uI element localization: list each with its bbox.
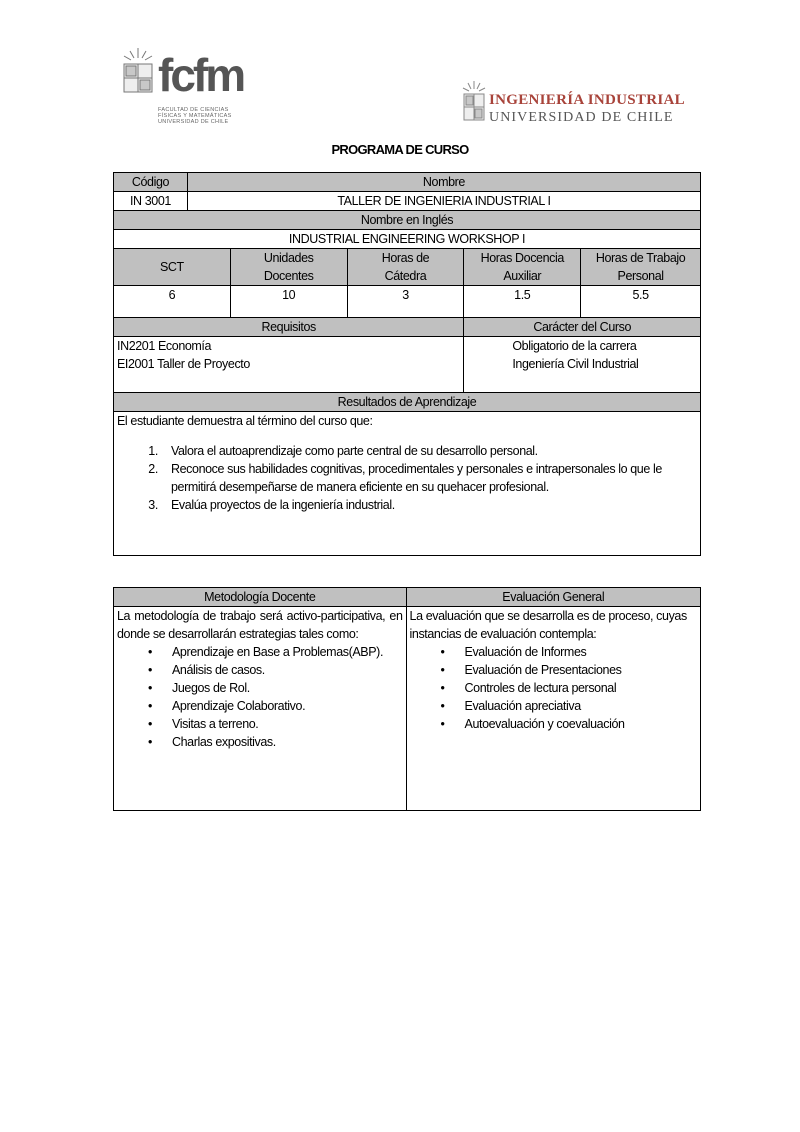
university-seal-icon (461, 80, 487, 126)
character-cell (464, 337, 701, 393)
methodology-item: • Juegos de Rol. (172, 679, 403, 697)
evaluation-item: • Evaluación de Informes (465, 643, 697, 661)
result-item: 3. Evalúa proyectos de la ingeniería industrial. (161, 496, 697, 514)
course-table (113, 172, 701, 556)
requisite-item: IN2201 Economía (117, 339, 212, 353)
page-title: PROGRAMA DE CURSO (331, 142, 469, 157)
methodology-item: • Análisis de casos. (172, 661, 403, 679)
requisites-label: Requisitos (114, 318, 464, 337)
lecture-hours-header: Horas de Cátedra (347, 249, 464, 286)
fcfm-subtext: FACULTAD DE CIENCIAS FÍSICAS Y MATEMÁTICAS UNIVERSIDAD DE CHILE (158, 107, 232, 125)
results-list (117, 442, 697, 514)
university-seal-icon (120, 46, 156, 98)
methodology-list (117, 643, 403, 751)
methodology-cell (114, 607, 407, 811)
evaluation-cell (406, 607, 700, 811)
evaluation-item: • Evaluación apreciativa (465, 697, 697, 715)
evaluation-label: Evaluación General (406, 588, 700, 607)
english-name-label: Nombre en Inglés (114, 211, 701, 230)
methodology-item: • Visitas a terreno. (172, 715, 403, 733)
result-item: 1. Valora el autoaprendizaje como parte central de su desarrollo personal. (161, 442, 697, 460)
evaluation-item: • Evaluación de Presentaciones (465, 661, 697, 679)
course-code: IN 3001 (114, 192, 188, 211)
name-label: Nombre (187, 173, 700, 192)
evaluation-list (410, 643, 697, 733)
sct-value: 6 (114, 286, 231, 318)
methodology-label: Metodología Docente (114, 588, 407, 607)
code-label: Código (114, 173, 188, 192)
sct-header: SCT (114, 249, 231, 286)
lecture-hours-value: 3 (347, 286, 464, 318)
character-item: Obligatorio de la carrera (512, 339, 637, 353)
methodology-item: • Charlas expositivas. (172, 733, 403, 751)
personal-work-value: 5.5 (581, 286, 701, 318)
evaluation-item: • Controles de lectura personal (465, 679, 697, 697)
methodology-table (113, 587, 701, 811)
industrial-engineering-logo (461, 80, 685, 130)
english-name: INDUSTRIAL ENGINEERING WORKSHOP I (114, 230, 701, 249)
auxiliary-hours-header: Horas Docencia Auxiliar (464, 249, 581, 286)
personal-work-header: Horas de Trabajo Personal (581, 249, 701, 286)
evaluation-intro: La evaluación que se desarrolla es de proceso, cuyas instancias de evaluación contempla: (409, 609, 687, 641)
auxiliary-hours-value: 1.5 (464, 286, 581, 318)
evaluation-item: • Autoevaluación y coevaluación (465, 715, 697, 733)
methodology-intro: La metodología de trabajo será activo-participativa, en donde se desarrollarán estrategias tales como: (117, 609, 403, 641)
results-label: Resultados de Aprendizaje (114, 393, 701, 412)
character-label: Carácter del Curso (464, 318, 701, 337)
logo-line-2: UNIVERSIDAD DE CHILE (489, 110, 674, 125)
teaching-units-value: 10 (230, 286, 347, 318)
teaching-units-header: Unidades Docentes (230, 249, 347, 286)
course-name: TALLER DE INGENIERIA INDUSTRIAL I (187, 192, 700, 211)
requisite-item: EI2001 Taller de Proyecto (117, 357, 250, 371)
fcfm-wordmark: fcfm (158, 49, 244, 101)
character-item: Ingeniería Civil Industrial (512, 357, 639, 371)
requisites-cell (114, 337, 464, 393)
methodology-item: • Aprendizaje Colaborativo. (172, 697, 403, 715)
methodology-item: • Aprendizaje en Base a Problemas(ABP). (172, 643, 403, 661)
results-intro: El estudiante demuestra al término del curso que: (117, 414, 373, 428)
result-item: 2. Reconoce sus habilidades cognitivas, procedimentales y personales e intrapersonales lo que le permitirá desempeñarse de manera eficiente en su quehacer profesional. (161, 460, 697, 496)
results-cell (114, 412, 701, 556)
fcfm-logo (118, 44, 248, 132)
logo-line-1: INGENIERÍA INDUSTRIAL (489, 92, 685, 108)
